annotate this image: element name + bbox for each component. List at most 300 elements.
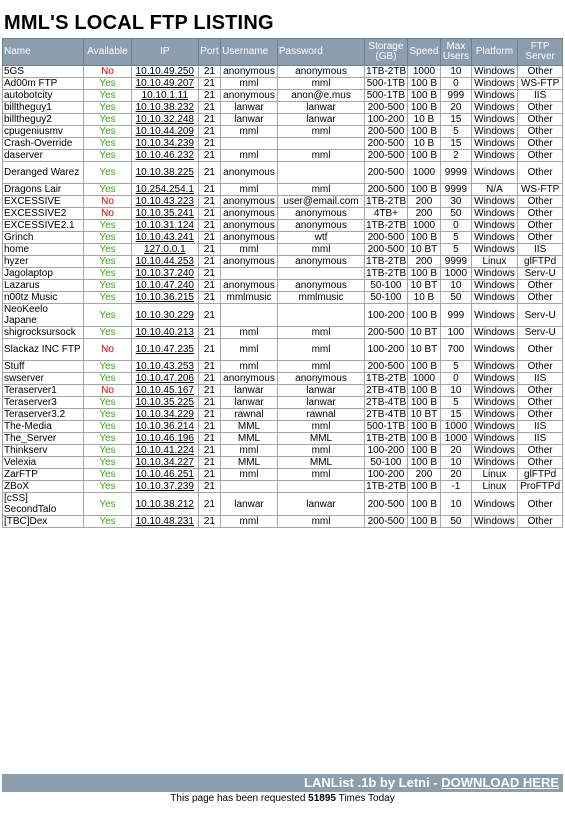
cell-username: anonymous: [221, 256, 278, 268]
cell-name: daserver: [3, 150, 84, 162]
cell-username: anonymous: [221, 208, 278, 220]
cell-storage: 200-500: [365, 361, 408, 373]
cell-storage: 50-100: [365, 457, 408, 469]
cell-speed: 100 B: [407, 184, 440, 196]
cell-available: Yes: [84, 244, 132, 256]
ip-link[interactable]: 10.10.36.215: [135, 292, 194, 303]
ip-link[interactable]: 10.10.49.207: [135, 78, 194, 89]
cell-port: 21: [198, 184, 220, 196]
cell-username: [221, 138, 278, 150]
cell-max: 15: [441, 409, 471, 421]
cell-password: anonymous: [277, 373, 364, 385]
ip-link[interactable]: 10.10.47.206: [135, 373, 194, 384]
cell-storage: 4TB+: [365, 208, 408, 220]
cell-storage: 200-500: [365, 232, 408, 244]
cell-port: 21: [198, 433, 220, 445]
cell-max: 10: [441, 66, 471, 78]
cell-speed: 1000: [407, 162, 440, 184]
cell-ip: [131, 409, 198, 421]
cell-password: lanwar: [277, 114, 364, 126]
cell-max: 5: [441, 126, 471, 138]
ip-link[interactable]: 10.10.36.214: [135, 421, 194, 432]
table-row: [3, 397, 563, 409]
cell-port: 21: [198, 481, 220, 493]
ip-link[interactable]: 10.10.43.223: [135, 196, 194, 207]
cell-name: Teraserver3: [3, 397, 84, 409]
ip-link[interactable]: 10.10.44.253: [135, 256, 194, 267]
cell-name: Dragons Lair: [3, 184, 84, 196]
table-row: [3, 184, 563, 196]
cell-password: mml: [277, 78, 364, 90]
table-row: [3, 244, 563, 256]
cell-port: 21: [198, 162, 220, 184]
request-counter: [0, 793, 565, 805]
cell-platform: Linux: [471, 481, 518, 493]
column-header-platform: Platform: [471, 39, 518, 66]
cell-max: 50: [441, 208, 471, 220]
cell-ip: [131, 385, 198, 397]
cell-name: Teraserver1: [3, 385, 84, 397]
cell-password: [277, 138, 364, 150]
cell-platform: Windows: [471, 102, 518, 114]
cell-max: 15: [441, 138, 471, 150]
cell-server: Serv-U: [518, 268, 563, 280]
cell-port: 21: [198, 232, 220, 244]
cell-ip: [131, 184, 198, 196]
cell-name: billtheguy1: [3, 102, 84, 114]
cell-platform: Windows: [471, 292, 518, 304]
cell-available: Yes: [84, 397, 132, 409]
cell-speed: 10 BT: [407, 327, 440, 339]
cell-server: Serv-U: [518, 304, 563, 327]
cell-server: Other: [518, 457, 563, 469]
cell-platform: Windows: [471, 361, 518, 373]
table-row: [3, 138, 563, 150]
cell-ip: [131, 397, 198, 409]
cell-password: [277, 481, 364, 493]
cell-username: [221, 304, 278, 327]
cell-available: Yes: [84, 457, 132, 469]
cell-name: EXCESSIVE2: [3, 208, 84, 220]
cell-port: 21: [198, 304, 220, 327]
cell-name: [cSS] SecondTalo: [3, 493, 84, 516]
cell-ip: [131, 162, 198, 184]
cell-max: 9999: [441, 256, 471, 268]
column-header-password: Password: [277, 39, 364, 66]
ip-link[interactable]: 10.10.46.232: [135, 150, 194, 161]
cell-ip: [131, 280, 198, 292]
cell-max: 1000: [441, 421, 471, 433]
cell-ip: [131, 244, 198, 256]
cell-server: Other: [518, 220, 563, 232]
cell-server: Other: [518, 138, 563, 150]
cell-max: 20: [441, 469, 471, 481]
cell-username: anonymous: [221, 220, 278, 232]
page-title: MML'S LOCAL FTP LISTING: [4, 12, 274, 34]
table-row: [3, 421, 563, 433]
cell-password: lanwar: [277, 493, 364, 516]
cell-speed: 1000: [407, 373, 440, 385]
cell-platform: Windows: [471, 66, 518, 78]
cell-storage: 1TB-2TB: [366, 196, 407, 207]
table-row: [3, 126, 563, 138]
cell-available: No: [84, 66, 132, 78]
cell-speed: 100 B: [407, 385, 440, 397]
cell-name: The-Media: [3, 421, 84, 433]
cell-password: mml: [277, 327, 364, 339]
cell-ip: [131, 66, 198, 78]
cell-available: Yes: [84, 126, 132, 138]
cell-platform: Linux: [471, 256, 518, 268]
cell-max: 0: [441, 220, 471, 232]
cell-available: Yes: [84, 256, 132, 268]
download-link[interactable]: DOWNLOAD HERE: [441, 775, 559, 790]
cell-port: 21: [198, 102, 220, 114]
table-row: [3, 385, 563, 397]
cell-storage: 200-500: [365, 184, 408, 196]
cell-server: glFTPd: [518, 256, 563, 268]
cell-available: Yes: [84, 327, 132, 339]
cell-server: Other: [518, 361, 563, 373]
cell-available: Yes: [84, 102, 132, 114]
cell-password: mml: [277, 469, 364, 481]
cell-ip: [131, 138, 198, 150]
cell-speed: 10 BT: [407, 339, 440, 361]
cell-server: Other: [518, 102, 563, 114]
cell-storage: 100-200: [365, 339, 408, 361]
cell-storage: 500-1TB: [365, 90, 408, 102]
cell-available: Yes: [84, 78, 132, 90]
ip-link[interactable]: 10.10.48.231: [135, 516, 194, 527]
ip-link[interactable]: 10.10.37.239: [135, 481, 194, 492]
ip-link[interactable]: 10.10.44.209: [135, 126, 194, 137]
cell-port: 21: [198, 268, 220, 280]
cell-storage: 1TB-2TB: [366, 256, 407, 267]
ip-link[interactable]: 10.10.35.225: [135, 397, 194, 408]
table-row: [3, 493, 563, 516]
cell-name: [TBC]Dex: [3, 516, 84, 528]
cell-ip: [131, 493, 198, 516]
ip-link[interactable]: 10.10.46.196: [135, 433, 194, 444]
ip-link[interactable]: 10.10.49.250: [135, 66, 194, 77]
cell-name: Stuff: [3, 361, 84, 373]
ip-link[interactable]: 10.10.32.248: [135, 114, 194, 125]
cell-name: hyzer: [3, 256, 84, 268]
table-row: [3, 339, 563, 361]
cell-ip: [131, 102, 198, 114]
cell-platform: Windows: [471, 90, 518, 102]
cell-platform: Windows: [471, 445, 518, 457]
cell-name: swserver: [3, 373, 84, 385]
cell-password: anonymous: [277, 66, 364, 78]
cell-ip: [131, 516, 198, 528]
cell-name: cpugeniusmv: [3, 126, 84, 138]
cell-server: IIS: [518, 90, 563, 102]
cell-storage: 200-500: [365, 162, 408, 184]
ip-link[interactable]: 10.10.1.11: [141, 90, 189, 101]
ip-link[interactable]: 10.10.43.241: [135, 232, 194, 243]
cell-port: 21: [198, 361, 220, 373]
cell-max: 1000: [441, 268, 471, 280]
cell-username: mml: [221, 516, 278, 528]
cell-available: No: [84, 208, 132, 220]
table-row: [3, 469, 563, 481]
cell-available: Yes: [84, 150, 132, 162]
cell-ip: [131, 232, 198, 244]
cell-name: ZBoX: [3, 481, 84, 493]
cell-ip: [131, 445, 198, 457]
cell-speed: 100 B: [407, 102, 440, 114]
cell-speed: 100 B: [407, 421, 440, 433]
table-row: [3, 481, 563, 493]
cell-name: EXCESSIVE2.1: [3, 220, 84, 232]
cell-speed: 1000: [407, 66, 440, 78]
cell-available: Yes: [84, 280, 132, 292]
cell-max: 5: [441, 361, 471, 373]
table-row: [3, 304, 563, 327]
cell-ip: [131, 421, 198, 433]
ip-link[interactable]: 10.10.40.213: [135, 327, 194, 338]
table-row: [3, 445, 563, 457]
cell-username: mml: [221, 244, 278, 256]
table-row: [3, 457, 563, 469]
cell-storage: 500-1TB: [365, 78, 408, 90]
cell-server: Other: [518, 66, 563, 78]
cell-available: Yes: [84, 361, 132, 373]
cell-username: mml: [221, 327, 278, 339]
cell-password: lanwar: [277, 385, 364, 397]
cell-username: rawnal: [221, 409, 278, 421]
cell-max: 100: [441, 327, 471, 339]
cell-server: glFTPd: [518, 469, 563, 481]
cell-port: 21: [198, 397, 220, 409]
ip-link[interactable]: 10.10.38.212: [135, 498, 194, 510]
cell-platform: Windows: [471, 268, 518, 280]
cell-speed: 10 BT: [407, 280, 440, 292]
cell-platform: Windows: [471, 304, 518, 327]
cell-server: Other: [518, 196, 563, 208]
cell-ip: [131, 292, 198, 304]
cell-name: Teraserver3.2: [3, 409, 84, 421]
table-row: [3, 433, 563, 445]
cell-storage: 1TB-2TB: [366, 220, 407, 231]
cell-password: MML: [277, 457, 364, 469]
ip-link[interactable]: 10.10.34.239: [135, 138, 194, 149]
ip-link[interactable]: 127.0.0.1: [143, 244, 186, 255]
cell-speed: 200: [407, 208, 440, 220]
column-header-speed: Speed: [407, 39, 440, 66]
cell-speed: 100 B: [407, 232, 440, 244]
cell-name: Slackaz INC FTP: [3, 339, 84, 361]
cell-available: Yes: [84, 516, 132, 528]
cell-ip: [131, 78, 198, 90]
table-row: [3, 208, 563, 220]
cell-available: Yes: [84, 184, 132, 196]
cell-storage: 50-100: [365, 292, 408, 304]
cell-ip: [131, 90, 198, 102]
cell-username: mml: [221, 469, 278, 481]
cell-max: 30: [441, 196, 471, 208]
cell-port: 21: [198, 327, 220, 339]
cell-storage: 100-200: [365, 304, 408, 327]
cell-password: anonymous: [277, 208, 364, 220]
cell-port: 21: [198, 493, 220, 516]
cell-speed: 100 B: [407, 481, 440, 493]
cell-max: 9999: [441, 162, 471, 184]
table-row: [3, 90, 563, 102]
cell-port: 21: [198, 138, 220, 150]
ip-link[interactable]: 10.10.34.229: [135, 409, 194, 420]
credit-text: LANList .1b by Letni -: [304, 775, 442, 790]
cell-speed: 1000: [407, 220, 440, 232]
cell-port: 21: [198, 126, 220, 138]
column-header-name: Name: [3, 39, 84, 66]
cell-speed: 100 B: [407, 361, 440, 373]
counter-prefix: This page has been requested: [170, 793, 309, 804]
cell-ip: [131, 469, 198, 481]
cell-username: mml: [221, 78, 278, 90]
cell-storage: 200-500: [365, 102, 408, 114]
cell-username: lanwar: [221, 102, 278, 114]
cell-password: [277, 304, 364, 327]
table-row: [3, 102, 563, 114]
ip-link[interactable]: 10.10.35.241: [135, 208, 194, 219]
cell-username: anonymous: [221, 90, 278, 102]
cell-password: anonymous: [277, 256, 364, 268]
cell-server: Other: [518, 409, 563, 421]
cell-password: mml: [277, 150, 364, 162]
cell-ip: [131, 150, 198, 162]
table-header: [3, 39, 563, 66]
ip-link[interactable]: 10.10.38.232: [135, 102, 194, 113]
cell-server: Other: [518, 162, 563, 184]
cell-username: MML: [221, 433, 278, 445]
cell-password: wtf: [277, 232, 364, 244]
cell-storage: 100-200: [365, 469, 408, 481]
cell-available: Yes: [84, 162, 132, 184]
cell-storage: 1TB-2TB: [366, 433, 407, 444]
cell-password: user@email.com: [277, 196, 364, 208]
cell-max: 15: [441, 114, 471, 126]
cell-storage: 2TB-4TB: [366, 397, 407, 408]
ip-link[interactable]: 10.10.47.240: [135, 280, 194, 291]
cell-ip: [131, 339, 198, 361]
cell-name: autobotcity: [3, 90, 84, 102]
cell-port: 21: [198, 292, 220, 304]
cell-platform: Windows: [471, 409, 518, 421]
cell-max: 10: [441, 493, 471, 516]
ip-link[interactable]: 10.10.46.251: [135, 469, 194, 480]
cell-platform: Windows: [471, 339, 518, 361]
cell-server: Other: [518, 126, 563, 138]
cell-port: 21: [198, 385, 220, 397]
cell-available: Yes: [84, 445, 132, 457]
cell-platform: N/A: [471, 184, 518, 196]
cell-password: [277, 162, 364, 184]
table-row: [3, 373, 563, 385]
ip-link[interactable]: 10.10.47.235: [135, 344, 194, 355]
cell-max: 5: [441, 232, 471, 244]
cell-ip: [131, 114, 198, 126]
cell-server: IIS: [518, 244, 563, 256]
cell-server: IIS: [518, 373, 563, 385]
cell-password: MML: [277, 433, 364, 445]
ip-link[interactable]: 10.10.34.227: [135, 457, 194, 468]
cell-server: WS-FTP: [518, 184, 563, 196]
ip-link[interactable]: 10.254.254.1: [135, 184, 194, 195]
cell-password: mml: [277, 184, 364, 196]
cell-username: [221, 481, 278, 493]
cell-name: billtheguy2: [3, 114, 84, 126]
cell-storage: 200-500: [365, 126, 408, 138]
cell-port: 21: [198, 66, 220, 78]
cell-speed: 10 BT: [407, 244, 440, 256]
cell-max: 10: [441, 457, 471, 469]
column-header-server: FTP Server: [518, 39, 563, 66]
cell-server: Other: [518, 385, 563, 397]
ip-link[interactable]: 10.10.37.240: [135, 268, 194, 279]
cell-ip: [131, 457, 198, 469]
cell-max: 10: [441, 385, 471, 397]
column-header-port: Port: [198, 39, 220, 66]
ip-link[interactable]: 10.10.45.167: [135, 385, 194, 396]
cell-username: anonymous: [221, 373, 278, 385]
cell-platform: Linux: [471, 469, 518, 481]
cell-available: Yes: [84, 268, 132, 280]
cell-server: Other: [518, 339, 563, 361]
cell-speed: 200: [407, 469, 440, 481]
cell-port: 21: [198, 469, 220, 481]
cell-password: lanwar: [277, 397, 364, 409]
cell-platform: Windows: [471, 516, 518, 528]
cell-server: Other: [518, 280, 563, 292]
cell-ip: [131, 220, 198, 232]
table-row: [3, 292, 563, 304]
cell-server: Other: [518, 232, 563, 244]
cell-storage: 200-500: [365, 138, 408, 150]
cell-available: Yes: [84, 409, 132, 421]
cell-password: mml: [277, 421, 364, 433]
cell-password: mmlmusic: [277, 292, 364, 304]
cell-server: Other: [518, 208, 563, 220]
cell-platform: Windows: [471, 78, 518, 90]
cell-speed: 100 B: [407, 433, 440, 445]
cell-speed: 100 B: [407, 516, 440, 528]
cell-storage: 1TB-2TB: [366, 481, 407, 492]
cell-port: 21: [198, 256, 220, 268]
column-header-max: Max Users: [441, 39, 471, 66]
cell-available: Yes: [84, 469, 132, 481]
ip-link[interactable]: 10.10.41.224: [135, 445, 194, 456]
cell-server: Other: [518, 493, 563, 516]
cell-name: home: [3, 244, 84, 256]
cell-platform: Windows: [471, 208, 518, 220]
ip-link[interactable]: 10.10.38.225: [135, 167, 194, 178]
ip-link[interactable]: 10.10.31.124: [135, 220, 194, 231]
cell-available: No: [84, 196, 132, 208]
cell-username: mml: [221, 184, 278, 196]
ip-link[interactable]: 10.10.43.253: [135, 361, 194, 372]
cell-platform: Windows: [471, 244, 518, 256]
cell-ip: [131, 304, 198, 327]
table-row: [3, 256, 563, 268]
ip-link[interactable]: 10.10.30.229: [135, 309, 194, 321]
table-body: [3, 66, 563, 528]
cell-ip: [131, 481, 198, 493]
cell-port: 21: [198, 516, 220, 528]
cell-max: -1: [441, 481, 471, 493]
table-row: [3, 66, 563, 78]
